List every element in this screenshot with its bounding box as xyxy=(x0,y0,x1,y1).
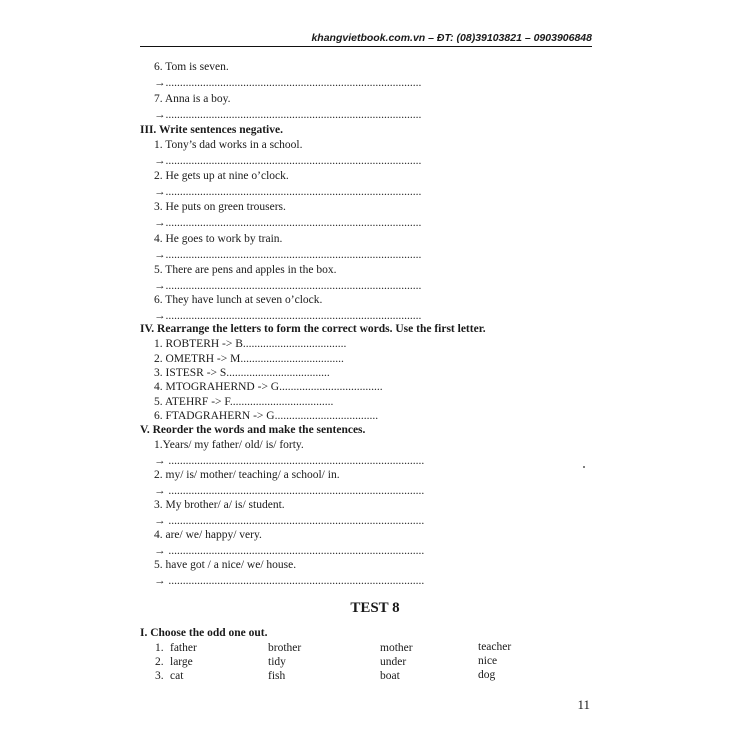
word-option: large xyxy=(170,656,193,668)
row-number: 1. xyxy=(155,642,164,654)
answer-line: → ......................................................................................... xyxy=(154,455,425,467)
word-option: nice xyxy=(478,655,498,667)
word-option: father xyxy=(170,642,197,654)
exercise-line: 4. MTOGRAHERND -> G.................................... xyxy=(154,381,383,393)
exercise-line: 6. FTADGRAHERN -> G.................................... xyxy=(154,410,379,422)
scan-speck xyxy=(583,466,585,468)
answer-line: →......................................................................................... xyxy=(154,77,422,89)
exercise-line: 1. ROBTERH -> B.................................... xyxy=(154,338,347,350)
exercise-line: 5. There are pens and apples in the box. xyxy=(154,264,337,276)
exercise-line: 1.Years/ my father/ old/ is/ forty. xyxy=(154,439,304,451)
answer-line: → ......................................................................................... xyxy=(154,515,425,527)
exercise-line: 2. He gets up at nine o’clock. xyxy=(154,170,289,182)
word-option: teacher xyxy=(478,641,512,653)
answer-line: →......................................................................................... xyxy=(154,217,422,229)
exercise-line: 3. He puts on green trousers. xyxy=(154,201,286,213)
header-rule xyxy=(140,46,592,47)
page-number: 11 xyxy=(577,697,590,712)
exercise-line: 4. He goes to work by train. xyxy=(154,233,283,245)
exercise-line: 7. Anna is a boy. xyxy=(154,93,231,105)
word-option: mother xyxy=(380,642,413,654)
answer-line: →......................................................................................... xyxy=(154,249,422,261)
section-heading: I. Choose the odd one out. xyxy=(140,627,268,639)
word-option: brother xyxy=(268,642,302,654)
exercise-line: 6. Tom is seven. xyxy=(154,61,229,73)
answer-line: → ......................................................................................... xyxy=(154,575,425,587)
page-header: khangvietbook.com.vn – ĐT: (08)39103821 – 0903906848 xyxy=(311,32,592,44)
answer-line: →......................................................................................... xyxy=(154,186,422,198)
exercise-line: 5. ATEHRF -> F.................................... xyxy=(154,396,334,408)
exercise-line: 6. They have lunch at seven o’clock. xyxy=(154,294,323,306)
word-option: tidy xyxy=(268,656,286,668)
section-heading: IV. Rearrange the letters to form the correct words. Use the first letter. xyxy=(140,323,486,335)
word-option: cat xyxy=(170,670,184,682)
section-heading: V. Reorder the words and make the sentences. xyxy=(140,424,366,436)
exercise-line: 2. my/ is/ mother/ teaching/ a school/ in. xyxy=(154,469,340,481)
exercise-line: 1. Tony’s dad works in a school. xyxy=(154,139,303,151)
row-number: 3. xyxy=(155,670,164,682)
test-title: TEST 8 xyxy=(350,600,400,616)
word-option: under xyxy=(380,656,407,668)
answer-line: → ......................................................................................... xyxy=(154,485,425,497)
word-option: dog xyxy=(478,669,496,681)
section-heading: III. Write sentences negative. xyxy=(140,124,283,136)
answer-line: →......................................................................................... xyxy=(154,310,422,322)
exercise-line: 3. ISTESR -> S.................................... xyxy=(154,367,330,379)
exercise-line: 3. My brother/ a/ is/ student. xyxy=(154,499,285,511)
answer-line: →......................................................................................... xyxy=(154,109,422,121)
word-option: boat xyxy=(380,670,400,682)
answer-line: →......................................................................................... xyxy=(154,280,422,292)
row-number: 2. xyxy=(155,656,164,668)
exercise-line: 4. are/ we/ happy/ very. xyxy=(154,529,262,541)
answer-line: →......................................................................................... xyxy=(154,155,422,167)
answer-line: → ......................................................................................... xyxy=(154,545,425,557)
word-option: fish xyxy=(268,670,286,682)
exercise-line: 5. have got / a nice/ we/ house. xyxy=(154,559,297,571)
exercise-line: 2. OMETRH -> M.................................... xyxy=(154,353,344,365)
